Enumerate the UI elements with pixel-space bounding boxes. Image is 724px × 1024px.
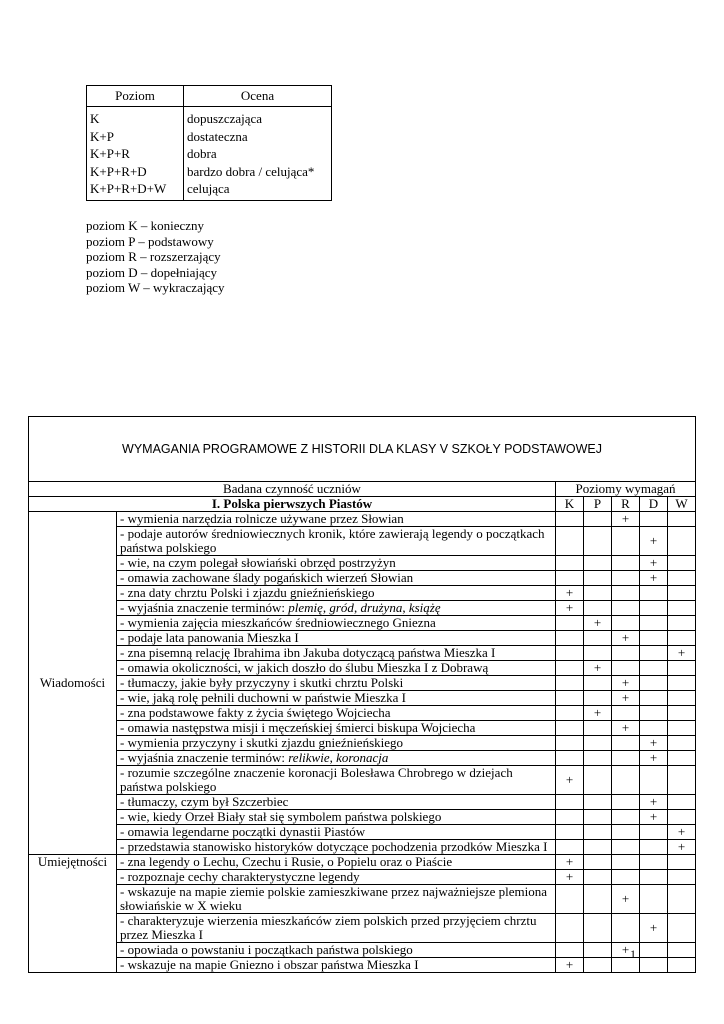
level-mark-cell xyxy=(668,855,696,870)
level-mark-cell xyxy=(640,840,668,855)
level-mark-cell xyxy=(584,870,612,885)
requirement-row xyxy=(29,601,696,616)
level-mark-cell xyxy=(668,795,696,810)
level-mark-cell xyxy=(584,721,612,736)
level-mark-cell xyxy=(584,571,612,586)
level-mark-cell xyxy=(640,721,668,736)
level-mark-cell xyxy=(640,676,668,691)
level-mark-cell xyxy=(668,706,696,721)
requirement-row xyxy=(29,556,696,571)
requirement-text: - zna podstawowe fakty z życia świętego Wojciecha xyxy=(117,706,556,721)
level-item: K+P xyxy=(90,128,114,144)
levels-header: Poziomy wymagań xyxy=(556,482,696,497)
requirement-row xyxy=(29,661,696,676)
level-mark-cell xyxy=(584,631,612,646)
level-mark-cell xyxy=(640,855,668,870)
level-mark-cell xyxy=(556,527,584,556)
level-mark-cell: + xyxy=(612,512,640,527)
level-mark-cell xyxy=(612,795,640,810)
level-mark-cell xyxy=(556,571,584,586)
level-mark-cell xyxy=(556,840,584,855)
level-mark-cell xyxy=(612,661,640,676)
level-mark-cell xyxy=(668,512,696,527)
level-mark-cell xyxy=(640,661,668,676)
level-item: K xyxy=(90,111,100,126)
requirement-text: - zna daty chrztu Polski i zjazdu gnieźnieńskiego xyxy=(117,586,556,601)
requirement-text: - rozpoznaje cechy charakterystyczne legendy xyxy=(117,870,556,885)
level-mark-cell xyxy=(668,556,696,571)
level-mark-cell xyxy=(640,885,668,914)
level-mark-cell xyxy=(584,958,612,973)
level-mark-cell: + xyxy=(668,840,696,855)
level-mark-cell: + xyxy=(556,855,584,870)
requirement-row xyxy=(29,795,696,810)
level-mark-cell xyxy=(584,810,612,825)
level-mark-cell xyxy=(640,706,668,721)
level-item: K+P+R+D xyxy=(90,163,147,179)
level-mark-cell xyxy=(612,855,640,870)
level-mark-cell: + xyxy=(584,616,612,631)
requirements-table xyxy=(28,416,696,973)
level-mark-cell xyxy=(668,721,696,736)
requirement-text: - podaje lata panowania Mieszka I xyxy=(117,631,556,646)
level-mark-cell xyxy=(640,601,668,616)
requirement-row xyxy=(29,646,696,661)
level-mark-cell xyxy=(640,631,668,646)
requirement-text: - opowiada o powstaniu i początkach państwa polskiego xyxy=(117,943,556,958)
level-mark-cell xyxy=(640,586,668,601)
level-mark-cell xyxy=(612,616,640,631)
grade-item: celująca xyxy=(187,181,230,197)
grade-item: bardzo dobra / celująca* xyxy=(187,163,315,179)
level-mark-cell xyxy=(556,661,584,676)
requirement-row xyxy=(29,586,696,601)
level-letter-k: K xyxy=(556,497,584,512)
level-mark-cell xyxy=(556,914,584,943)
level-mark-cell: + xyxy=(612,691,640,706)
legend-item: poziom P – podstawowy xyxy=(86,233,214,249)
requirement-row xyxy=(29,691,696,706)
level-mark-cell xyxy=(556,751,584,766)
level-mark-cell xyxy=(584,556,612,571)
level-letter-r: R xyxy=(612,497,640,512)
requirement-row xyxy=(29,914,696,943)
requirement-text: - wie, na czym polegał słowiański obrzęd postrzyżyn xyxy=(117,556,556,571)
level-mark-cell xyxy=(668,676,696,691)
level-mark-cell xyxy=(612,751,640,766)
level-mark-cell xyxy=(668,766,696,795)
level-mark-cell: + xyxy=(584,661,612,676)
level-mark-cell xyxy=(556,631,584,646)
level-mark-cell xyxy=(584,586,612,601)
level-mark-cell xyxy=(584,840,612,855)
requirement-text: - wskazuje na mapie ziemie polskie zamieszkiwane przez najważniejsze plemiona słowiańskie w X wieku xyxy=(117,885,556,914)
level-mark-cell xyxy=(640,943,668,958)
requirement-row xyxy=(29,751,696,766)
level-mark-cell xyxy=(556,676,584,691)
level-mark-cell xyxy=(584,691,612,706)
level-mark-cell xyxy=(668,527,696,556)
level-mark-cell xyxy=(668,586,696,601)
level-mark-cell: + xyxy=(640,914,668,943)
level-mark-cell xyxy=(556,825,584,840)
level-mark-cell xyxy=(668,571,696,586)
requirement-text: - wyjaśnia znaczenie terminów: relikwie, koronacja xyxy=(117,751,556,766)
level-mark-cell: + xyxy=(584,706,612,721)
level-mark-cell xyxy=(640,691,668,706)
level-mark-cell: + xyxy=(668,646,696,661)
page-number: 1 xyxy=(630,947,636,961)
requirement-text: - podaje autorów średniowiecznych kronik, które zawierają legendy o początkach państwa polskiego xyxy=(117,527,556,556)
level-mark-cell: + xyxy=(640,571,668,586)
level-mark-cell: + xyxy=(612,885,640,914)
level-mark-cell: + xyxy=(640,751,668,766)
requirement-text: - rozumie szczególne znaczenie koronacji Bolesława Chrobrego w dziejach państwa polskiego xyxy=(117,766,556,795)
requirement-row xyxy=(29,870,696,885)
header-level: Poziom xyxy=(87,86,184,107)
level-mark-cell xyxy=(584,736,612,751)
level-mark-cell xyxy=(612,646,640,661)
level-mark-cell xyxy=(556,810,584,825)
requirement-text: - wymienia przyczyny i skutki zjazdu gnieźnieńskiego xyxy=(117,736,556,751)
requirement-row xyxy=(29,958,696,973)
level-mark-cell xyxy=(612,840,640,855)
level-mark-cell: + xyxy=(556,601,584,616)
requirement-row xyxy=(29,825,696,840)
requirement-text: - omawia zachowane ślady pogańskich wierzeń Słowian xyxy=(117,571,556,586)
level-column xyxy=(87,107,184,201)
requirement-text: - charakteryzuje wierzenia mieszkańców ziem polskich przed przyjęciem chrztu przez Mieszka I xyxy=(117,914,556,943)
level-mark-cell xyxy=(584,527,612,556)
level-mark-cell xyxy=(668,870,696,885)
requirement-text: - zna legendy o Lechu, Czechu i Rusie, o Popielu oraz o Piaście xyxy=(117,855,556,870)
level-mark-cell xyxy=(668,958,696,973)
level-mark-cell xyxy=(612,870,640,885)
requirement-text: - wyjaśnia znaczenie terminów: plemię, gród, drużyna, książę xyxy=(117,601,556,616)
level-mark-cell xyxy=(640,958,668,973)
level-mark-cell xyxy=(668,631,696,646)
level-letter-w: W xyxy=(668,497,696,512)
section-row xyxy=(29,497,696,512)
level-mark-cell: + xyxy=(556,958,584,973)
level-mark-cell xyxy=(640,616,668,631)
level-mark-cell xyxy=(612,586,640,601)
level-mark-cell xyxy=(640,646,668,661)
level-mark-cell xyxy=(584,512,612,527)
legend-item: poziom W – wykraczający xyxy=(86,280,225,295)
level-mark-cell: + xyxy=(640,527,668,556)
level-mark-cell xyxy=(668,616,696,631)
level-mark-cell xyxy=(584,885,612,914)
grade-item: dostateczna xyxy=(187,128,248,144)
activity-header: Badana czynność uczniów xyxy=(29,482,556,497)
requirement-row xyxy=(29,527,696,556)
legend-item: poziom R – rozszerzający xyxy=(86,249,221,264)
level-legend xyxy=(86,218,225,296)
level-mark-cell xyxy=(612,766,640,795)
level-mark-cell xyxy=(556,885,584,914)
level-mark-cell xyxy=(668,691,696,706)
level-mark-cell: + xyxy=(640,736,668,751)
requirement-text: - wymienia zajęcia mieszkańców średniowiecznego Gniezna xyxy=(117,616,556,631)
level-mark-cell: + xyxy=(556,870,584,885)
title-row xyxy=(29,417,696,482)
grade-table-body xyxy=(87,107,332,201)
requirement-row xyxy=(29,943,696,958)
level-mark-cell xyxy=(640,870,668,885)
requirement-text: - wie, jaką rolę pełnili duchowni w państwie Mieszka I xyxy=(117,691,556,706)
level-mark-cell xyxy=(556,943,584,958)
level-mark-cell xyxy=(584,676,612,691)
level-mark-cell xyxy=(584,855,612,870)
level-mark-cell xyxy=(612,810,640,825)
level-mark-cell xyxy=(556,616,584,631)
level-mark-cell xyxy=(556,795,584,810)
requirement-row xyxy=(29,840,696,855)
level-mark-cell xyxy=(584,914,612,943)
level-mark-cell xyxy=(612,601,640,616)
level-mark-cell xyxy=(556,556,584,571)
level-mark-cell xyxy=(640,766,668,795)
section-title: I. Polska pierwszych Piastów xyxy=(29,497,556,512)
level-mark-cell: + xyxy=(612,943,640,958)
category-cell: Wiadomości xyxy=(29,512,117,855)
level-mark-cell xyxy=(612,571,640,586)
requirement-text: - wskazuje na mapie Gniezno i obszar państwa Mieszka I xyxy=(117,958,556,973)
grade-level-table xyxy=(86,85,332,201)
level-mark-cell xyxy=(668,943,696,958)
requirement-text: - wymienia narzędzia rolnicze używane przez Słowian xyxy=(117,512,556,527)
level-mark-cell xyxy=(584,646,612,661)
level-mark-cell xyxy=(612,556,640,571)
grade-table-header xyxy=(87,86,332,107)
level-mark-cell: + xyxy=(640,810,668,825)
grade-column xyxy=(184,107,332,201)
level-mark-cell: + xyxy=(612,721,640,736)
requirement-row xyxy=(29,616,696,631)
level-mark-cell xyxy=(612,706,640,721)
level-mark-cell: + xyxy=(556,586,584,601)
level-mark-cell xyxy=(584,751,612,766)
level-mark-cell: + xyxy=(668,825,696,840)
level-mark-cell: + xyxy=(556,766,584,795)
requirement-text: - wie, kiedy Orzeł Biały stał się symbolem państwa polskiego xyxy=(117,810,556,825)
level-mark-cell xyxy=(668,661,696,676)
requirement-text: - przedstawia stanowisko historyków dotyczące pochodzenia przodków Mieszka I xyxy=(117,840,556,855)
requirement-text: - omawia legendarne początki dynastii Piastów xyxy=(117,825,556,840)
level-mark-cell xyxy=(612,736,640,751)
level-mark-cell xyxy=(556,512,584,527)
level-mark-cell xyxy=(668,736,696,751)
level-mark-cell xyxy=(612,527,640,556)
level-mark-cell xyxy=(556,721,584,736)
requirement-text: - omawia następstwa misji i męczeńskiej śmierci biskupa Wojciecha xyxy=(117,721,556,736)
level-mark-cell xyxy=(668,601,696,616)
level-mark-cell xyxy=(668,914,696,943)
requirement-row xyxy=(29,885,696,914)
level-letter-d: D xyxy=(640,497,668,512)
category-cell: Umiejętności xyxy=(29,855,117,973)
requirement-text: - zna pisemną relację Ibrahima ibn Jakuba dotyczącą państwa Mieszka I xyxy=(117,646,556,661)
requirement-row xyxy=(29,631,696,646)
level-item: K+P+R xyxy=(90,146,130,162)
requirement-row xyxy=(29,706,696,721)
requirement-text: - omawia okoliczności, w jakich doszło do ślubu Mieszka I z Dobrawą xyxy=(117,661,556,676)
level-mark-cell xyxy=(668,810,696,825)
level-mark-cell xyxy=(584,601,612,616)
requirement-row xyxy=(29,676,696,691)
requirement-text: - tłumaczy, jakie były przyczyny i skutki chrztu Polski xyxy=(117,676,556,691)
requirement-row xyxy=(29,855,696,870)
requirement-row xyxy=(29,512,696,527)
level-letter-p: P xyxy=(584,497,612,512)
level-mark-cell: + xyxy=(612,631,640,646)
requirement-row xyxy=(29,736,696,751)
level-mark-cell xyxy=(556,706,584,721)
level-mark-cell xyxy=(640,512,668,527)
level-mark-cell xyxy=(584,943,612,958)
column-header-row xyxy=(29,482,696,497)
level-mark-cell xyxy=(556,646,584,661)
grade-item: dopuszczająca xyxy=(187,111,263,126)
level-mark-cell: + xyxy=(612,676,640,691)
requirement-row xyxy=(29,810,696,825)
level-mark-cell xyxy=(668,751,696,766)
level-mark-cell xyxy=(640,825,668,840)
level-mark-cell xyxy=(584,795,612,810)
legend-item: poziom K – konieczny xyxy=(86,218,205,233)
table-title: WYMAGANIA PROGRAMOWE Z HISTORII DLA KLASY V SZKOŁY PODSTAWOWEJ xyxy=(29,417,696,482)
level-mark-cell xyxy=(584,825,612,840)
level-mark-cell: + xyxy=(640,556,668,571)
requirement-text: - tłumaczy, czym był Szczerbiec xyxy=(117,795,556,810)
level-mark-cell xyxy=(584,766,612,795)
level-mark-cell xyxy=(668,885,696,914)
level-mark-cell xyxy=(556,736,584,751)
requirement-row xyxy=(29,571,696,586)
level-mark-cell xyxy=(556,691,584,706)
legend-item: poziom D – dopełniający xyxy=(86,264,218,280)
requirement-row xyxy=(29,721,696,736)
requirement-row xyxy=(29,766,696,795)
level-mark-cell: + xyxy=(640,795,668,810)
header-grade: Ocena xyxy=(184,86,332,107)
grade-item: dobra xyxy=(187,146,217,162)
level-item: K+P+R+D+W xyxy=(90,181,167,197)
level-mark-cell xyxy=(612,825,640,840)
level-mark-cell xyxy=(612,914,640,943)
